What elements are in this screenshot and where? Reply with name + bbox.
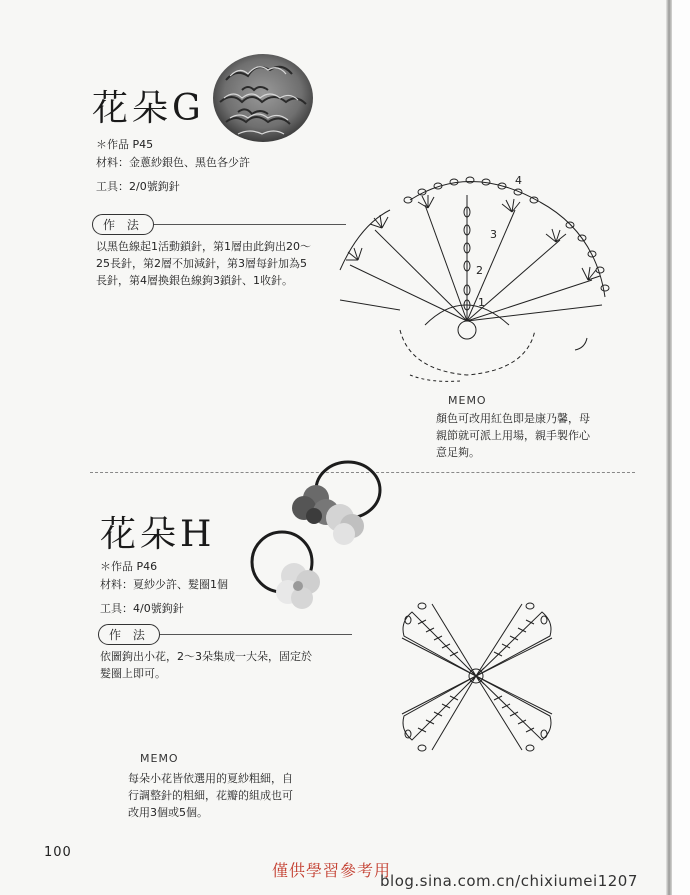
section-g-memo <box>436 410 590 461</box>
section-h-tools: 工具：4/0號鉤針 <box>100 602 184 615</box>
instruction-line: 以黑色線起1活動鎖針，第1層由此鉤出20～ <box>96 240 311 253</box>
section-h-instructions <box>100 648 312 682</box>
page-number: 100 <box>44 845 72 860</box>
section-h-work-ref: ＊作品 P46 <box>100 560 158 573</box>
section-h-method-label: 作 法 <box>98 624 160 645</box>
section-g-memo-label: MEMO <box>448 394 487 407</box>
flower-g-crochet-chart <box>330 170 635 385</box>
section-g-method-label: 作 法 <box>92 214 154 235</box>
flower-h-crochet-chart <box>392 598 562 758</box>
blog-url: blog.sina.com.cn/chixiumei1207 <box>380 872 638 890</box>
flower-g-photo <box>208 50 318 145</box>
chart-g-label-1: 1 <box>478 296 485 309</box>
watermark: 僅供學習參考用 <box>272 861 392 880</box>
page-edge <box>672 0 690 895</box>
section-g-tools: 工具：2/0號鉤針 <box>96 180 180 193</box>
chart-g-label-2: 2 <box>476 264 483 277</box>
flower-h-photo <box>236 452 396 632</box>
section-h-memo <box>128 770 293 821</box>
section-g-details <box>96 136 250 196</box>
instruction-line: 依圖鉤出小花，2～3朵集成一大朵，固定於 <box>100 650 312 663</box>
book-spine-edge <box>666 0 672 895</box>
section-h-memo-label: MEMO <box>140 752 179 765</box>
section-h-details <box>100 558 228 618</box>
memo-line: 行調整針的粗細，花瓣的組成也可 <box>128 789 293 802</box>
memo-line: 意足夠。 <box>436 446 480 459</box>
instruction-line: 長針，第4層換銀色線鉤3鎖針、1收針。 <box>96 274 293 287</box>
section-h-title: 花朵H <box>100 514 216 555</box>
instruction-line: 髮圈上即可。 <box>100 667 166 680</box>
chart-g-label-4: 4 <box>515 174 522 187</box>
memo-line: 每朵小花皆依選用的夏紗粗細，自 <box>128 772 293 785</box>
instruction-line: 25長針，第2層不加減針，第3層每針加為5 <box>96 257 307 270</box>
section-h-materials: 材料：夏紗少許、髮圈1個 <box>100 578 228 591</box>
section-g-instructions <box>96 238 311 289</box>
memo-line: 親節就可派上用場，親手製作心 <box>436 429 590 442</box>
chart-g-label-3: 3 <box>490 228 497 241</box>
memo-line: 改用3個或5個。 <box>128 806 208 819</box>
section-g-materials: 材料：金蔥紗銀色、黑色各少許 <box>96 156 250 169</box>
memo-line: 顏色可改用紅色即是康乃馨，母 <box>436 412 590 425</box>
section-g-title: 花朵G <box>92 88 205 129</box>
section-g-work-ref: ＊作品 P45 <box>96 138 154 151</box>
